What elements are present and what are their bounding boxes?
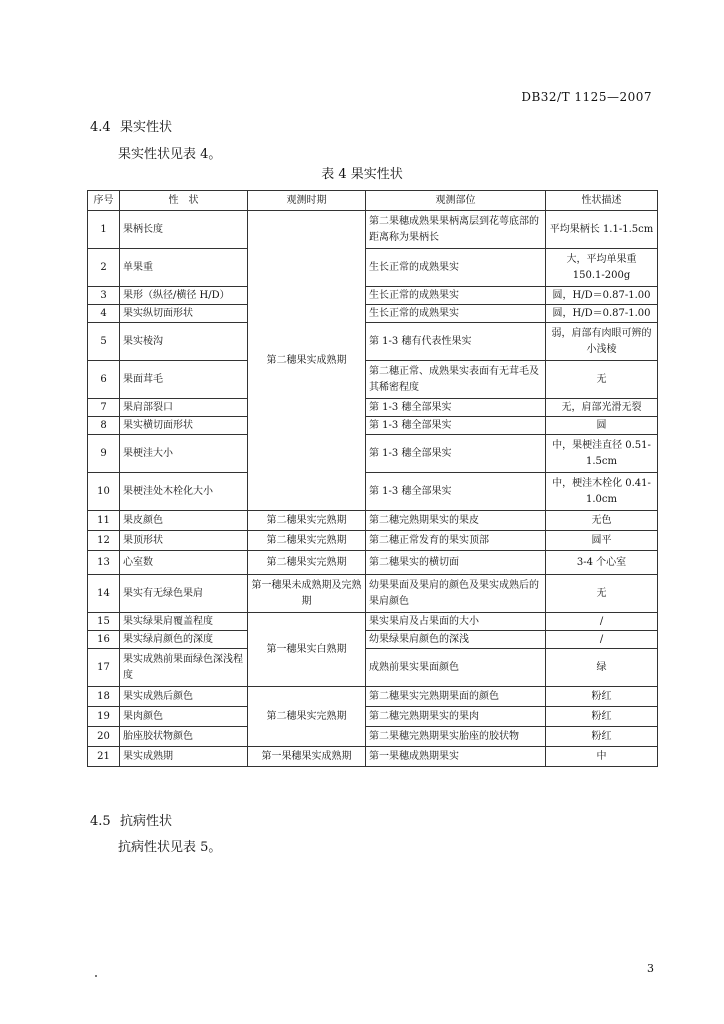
- part-cell: 第二穗完熟期果实的果肉: [366, 707, 546, 727]
- row-number: 9: [88, 435, 120, 473]
- row-number: 20: [88, 727, 120, 747]
- row-number: 10: [88, 473, 120, 511]
- part-cell: 幼果果面及果肩的颜色及果实成熟后的果肩颜色: [366, 575, 546, 613]
- desc-cell: 圆: [546, 417, 658, 435]
- row-number: 14: [88, 575, 120, 613]
- desc-cell: 粉红: [546, 727, 658, 747]
- section-heading-4-5: [90, 810, 172, 829]
- row-number: 3: [88, 287, 120, 305]
- part-cell: 幼果绿果肩颜色的深浅: [366, 631, 546, 649]
- row-number: 18: [88, 687, 120, 707]
- part-cell: 第 1-3 穗全部果实: [366, 417, 546, 435]
- part-cell: 生长正常的成熟果实: [366, 249, 546, 287]
- part-cell: 第 1-3 穗全部果实: [366, 399, 546, 417]
- trait-cell: 果实成熟前果面绿色深浅程度: [120, 649, 248, 687]
- trait-cell: 果肉颜色: [120, 707, 248, 727]
- table-row: [88, 323, 658, 361]
- row-number: 5: [88, 323, 120, 361]
- trait-cell: 胎座胶状物颜色: [120, 727, 248, 747]
- desc-cell: 无，肩部光滑无裂: [546, 399, 658, 417]
- desc-cell: 无: [546, 575, 658, 613]
- trait-cell: 心室数: [120, 551, 248, 575]
- row-number: 12: [88, 531, 120, 551]
- table-row: [88, 631, 658, 649]
- row-number: 15: [88, 613, 120, 631]
- column-header: 观测时期: [248, 191, 366, 211]
- period-cell: 第一穗果实白熟期: [248, 613, 366, 687]
- section-intro-4-4: 果实性状见表 4。: [118, 147, 222, 162]
- section-number: 4.5: [90, 814, 111, 829]
- part-cell: 第二穗完熟期果实的果皮: [366, 511, 546, 531]
- part-cell: 生长正常的成熟果实: [366, 305, 546, 323]
- trait-cell: 果顶形状: [120, 531, 248, 551]
- desc-cell: 绿: [546, 649, 658, 687]
- trait-cell: 果梗洼大小: [120, 435, 248, 473]
- table-row: [88, 649, 658, 687]
- part-cell: 第 1-3 穗有代表性果实: [366, 323, 546, 361]
- desc-cell: 圆平: [546, 531, 658, 551]
- trait-cell: 果实绿果肩覆盖程度: [120, 613, 248, 631]
- trait-cell: 单果重: [120, 249, 248, 287]
- part-cell: 果实果肩及占果面的大小: [366, 613, 546, 631]
- part-cell: 第二穗果实的横切面: [366, 551, 546, 575]
- desc-cell: 弱，肩部有肉眼可辨的小浅棱: [546, 323, 658, 361]
- row-number: 11: [88, 511, 120, 531]
- row-number: 2: [88, 249, 120, 287]
- desc-cell: 大，平均单果重 150.1-200g: [546, 249, 658, 287]
- desc-cell: /: [546, 613, 658, 631]
- row-number: 4: [88, 305, 120, 323]
- row-number: 19: [88, 707, 120, 727]
- column-header: 性 状: [120, 191, 248, 211]
- table-header-row: [88, 191, 658, 211]
- part-cell: 第 1-3 穗全部果实: [366, 435, 546, 473]
- desc-cell: 无色: [546, 511, 658, 531]
- desc-cell: /: [546, 631, 658, 649]
- part-cell: 第二穗正常发育的果实顶部: [366, 531, 546, 551]
- scan-speck: [95, 975, 97, 977]
- table-row: [88, 551, 658, 575]
- part-cell: 生长正常的成熟果实: [366, 287, 546, 305]
- period-cell: 第二穗果实完熟期: [248, 551, 366, 575]
- table-row: [88, 417, 658, 435]
- section-title: 果实性状: [120, 120, 173, 135]
- trait-cell: 果实横切面形状: [120, 417, 248, 435]
- section-number: 4.4: [90, 120, 111, 135]
- desc-cell: 圆，H/D＝0.87-1.00: [546, 305, 658, 323]
- table-row: [88, 361, 658, 399]
- desc-cell: 3-4 个心室: [546, 551, 658, 575]
- fruit-traits-table: [87, 190, 658, 767]
- period-cell: 第二穗果实完熟期: [248, 687, 366, 747]
- part-cell: 成熟前果实果面颜色: [366, 649, 546, 687]
- table-caption: 表 4 果实性状: [321, 167, 403, 182]
- section-title: 抗病性状: [120, 814, 173, 829]
- period-cell: 第二穗果实完熟期: [248, 531, 366, 551]
- trait-cell: 果实成熟后颜色: [120, 687, 248, 707]
- table-row: [88, 727, 658, 747]
- column-header: 序号: [88, 191, 120, 211]
- row-number: 8: [88, 417, 120, 435]
- table-row: [88, 747, 658, 767]
- column-header: 性状描述: [546, 191, 658, 211]
- table-row: [88, 435, 658, 473]
- standard-code: DB32/T 1125—2007: [521, 90, 652, 104]
- table-row: [88, 249, 658, 287]
- row-number: 7: [88, 399, 120, 417]
- part-cell: 第二果穗成熟果果柄离层到花萼底部的距离称为果柄长: [366, 211, 546, 249]
- trait-cell: 果实棱沟: [120, 323, 248, 361]
- part-cell: 第二穗果实完熟期果面的颜色: [366, 687, 546, 707]
- row-number: 16: [88, 631, 120, 649]
- period-cell: 第一果穗果实成熟期: [248, 747, 366, 767]
- desc-cell: 平均果柄长 1.1-1.5cm: [546, 211, 658, 249]
- part-cell: 第二果穗完熟期果实胎座的胶状物: [366, 727, 546, 747]
- row-number: 6: [88, 361, 120, 399]
- table-row: [88, 473, 658, 511]
- trait-cell: 果皮颜色: [120, 511, 248, 531]
- desc-cell: 中，果梗洼直径 0.51-1.5cm: [546, 435, 658, 473]
- row-number: 13: [88, 551, 120, 575]
- trait-cell: 果实成熟期: [120, 747, 248, 767]
- trait-cell: 果形（纵径/横径 H/D）: [120, 287, 248, 305]
- section-intro-4-5: 抗病性状见表 5。: [118, 840, 222, 855]
- table-row: [88, 575, 658, 613]
- table-row: [88, 613, 658, 631]
- trait-cell: 果面茸毛: [120, 361, 248, 399]
- part-cell: 第二穗正常、成熟果实表面有无茸毛及其稀密程度: [366, 361, 546, 399]
- trait-cell: 果实有无绿色果肩: [120, 575, 248, 613]
- trait-cell: 果肩部裂口: [120, 399, 248, 417]
- page-number: 3: [647, 962, 654, 975]
- table-row: [88, 305, 658, 323]
- trait-cell: 果实纵切面形状: [120, 305, 248, 323]
- table-row: [88, 531, 658, 551]
- table-row: [88, 287, 658, 305]
- desc-cell: 圆，H/D＝0.87-1.00: [546, 287, 658, 305]
- period-cell: 第一穗果未成熟期及完熟期: [248, 575, 366, 613]
- desc-cell: 粉红: [546, 687, 658, 707]
- row-number: 21: [88, 747, 120, 767]
- part-cell: 第 1-3 穗全部果实: [366, 473, 546, 511]
- desc-cell: 中，梗洼木栓化 0.41-1.0cm: [546, 473, 658, 511]
- column-header: 观测部位: [366, 191, 546, 211]
- desc-cell: 无: [546, 361, 658, 399]
- table-row: [88, 211, 658, 249]
- table-row: [88, 511, 658, 531]
- table-row: [88, 707, 658, 727]
- row-number: 17: [88, 649, 120, 687]
- trait-cell: 果柄长度: [120, 211, 248, 249]
- period-cell: 第二穗果实成熟期: [248, 211, 366, 511]
- part-cell: 第一果穗成熟期果实: [366, 747, 546, 767]
- section-heading-4-4: [90, 116, 172, 135]
- trait-cell: 果实绿肩颜色的深度: [120, 631, 248, 649]
- row-number: 1: [88, 211, 120, 249]
- period-cell: 第二穗果实完熟期: [248, 511, 366, 531]
- table-row: [88, 687, 658, 707]
- desc-cell: 粉红: [546, 707, 658, 727]
- trait-cell: 果梗洼处木栓化大小: [120, 473, 248, 511]
- desc-cell: 中: [546, 747, 658, 767]
- table-row: [88, 399, 658, 417]
